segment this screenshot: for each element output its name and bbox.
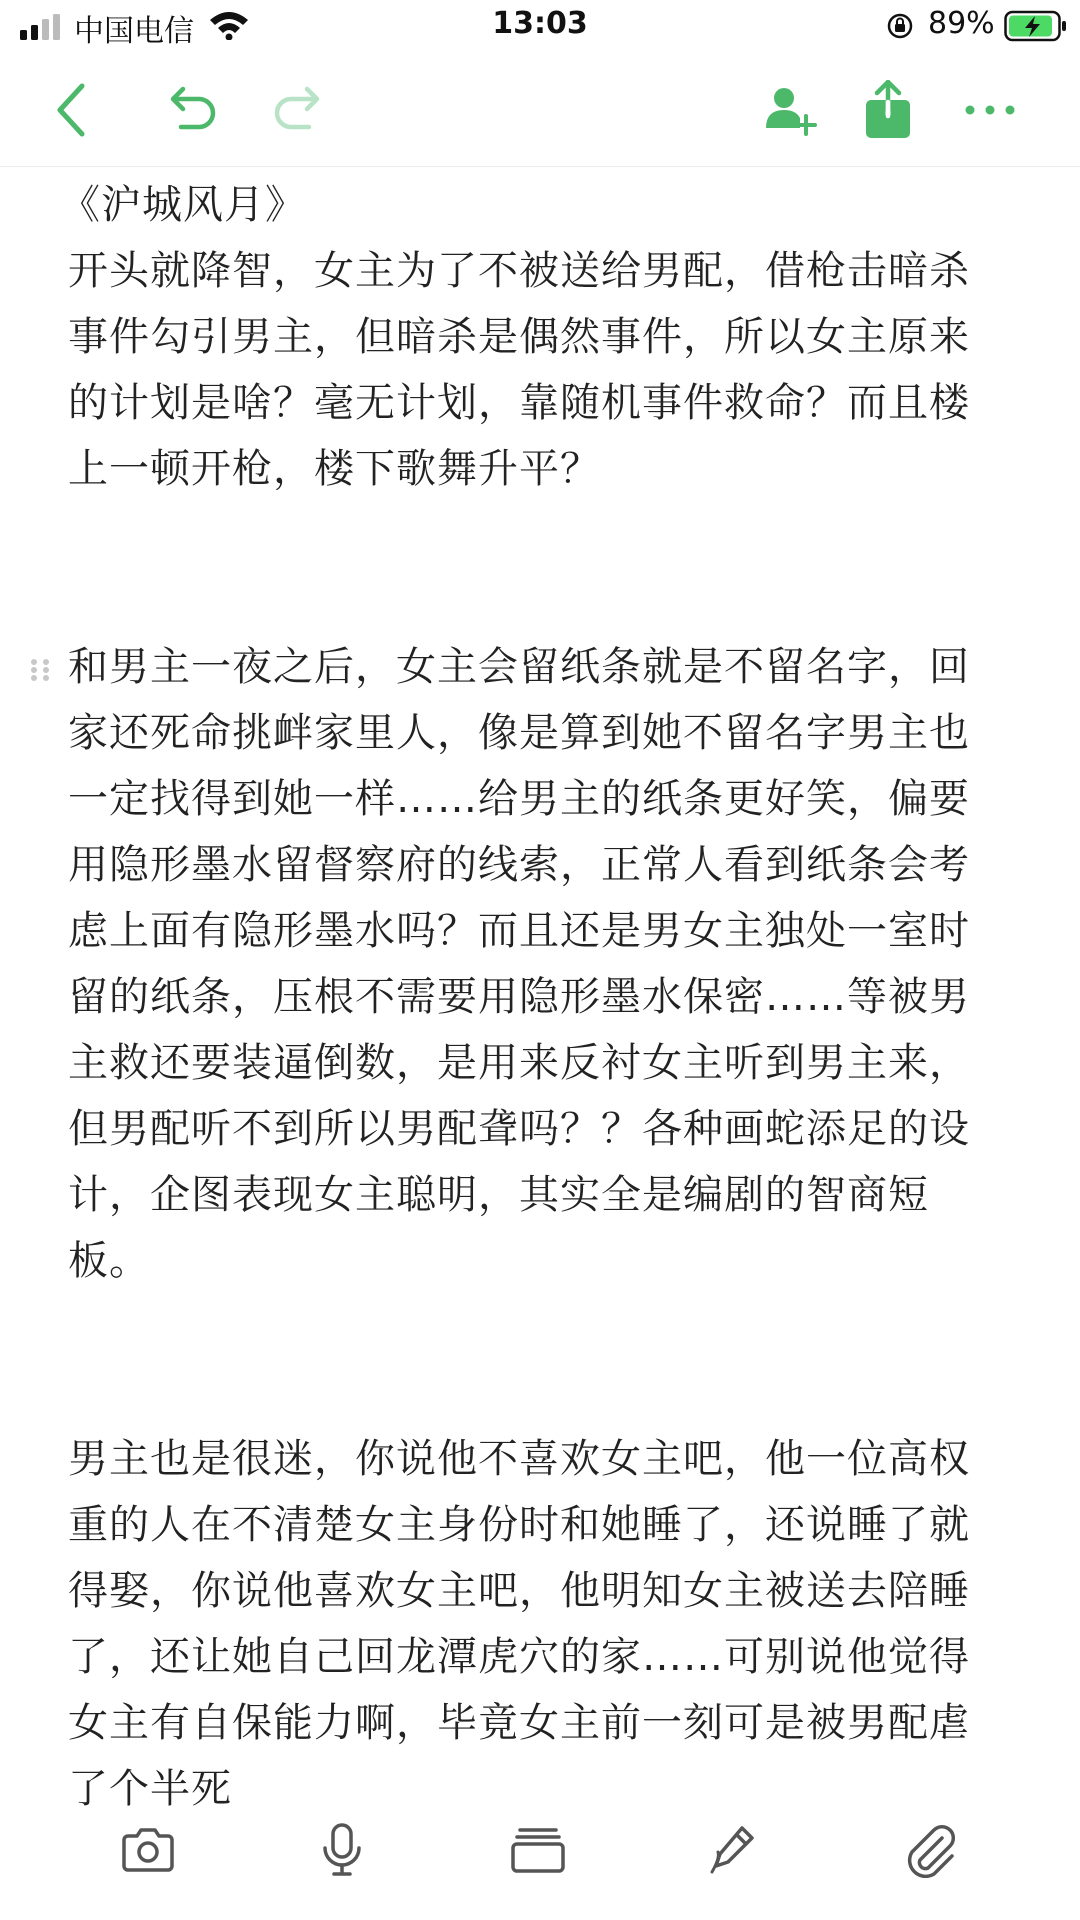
undo-button[interactable] <box>162 78 226 142</box>
note-paragraph[interactable]: 开头就降智，女主为了不被送给男配，借枪击暗杀事件勾引男主，但暗杀是偶然事件，所以女主原来的计划是啥？毫无计划，靠随机事件救命？而且楼上一顿开枪，楼下歌舞升平？ <box>68 248 970 492</box>
note-paragraph[interactable] <box>68 634 1008 1294</box>
bottom-toolbar <box>0 1800 1080 1920</box>
more-button[interactable] <box>958 78 1022 142</box>
status-bar <box>0 0 1080 56</box>
handwriting-button[interactable] <box>698 1814 770 1886</box>
handwriting-icon <box>708 1822 760 1878</box>
top-toolbar <box>0 58 1080 167</box>
undo-icon <box>167 83 221 137</box>
note-paragraph[interactable]: 男主也是很迷，你说他不喜欢女主吧，他一位高权重的人在不清楚女主身份时和她睡了，还说睡了就得娶，你说他喜欢女主吧，他明知女主被送去陪睡了，还让她自己回龙潭虎穴的家……可别说他觉得女主有自保能力啊，毕竟女主前一刻可是被男配虐了个半死 <box>68 1436 970 1812</box>
note-editor[interactable] <box>60 172 1008 1822</box>
carrier-name: 中国电信 <box>74 14 194 49</box>
empty-line <box>68 502 1008 634</box>
add-collaborator-button[interactable] <box>758 78 822 142</box>
paragraph-text[interactable]: 和男主一夜之后，女主会留纸条就是不留名字，回家还死命挑衅家里人，像是算到她不留名字男主也一定找得到她一样……给男主的纸条更好笑，偏要用隐形墨水留督察府的线索，正常人看到纸条会考虑上面有隐形墨水吗？而且还是男女主独处一室时留的纸条，压根不需要用隐形墨水保密……等被男主救还要装逼倒数，是用来反衬女主听到男主来，但男配听不到所以男配聋吗？？各种画蛇添足的设计，企图表现女主聪明，其实全是编剧的智商短板。 <box>68 644 970 1284</box>
add-collaborator-icon <box>762 82 818 138</box>
share-button[interactable] <box>856 78 920 142</box>
share-icon <box>862 80 914 140</box>
rotation-lock-icon <box>886 12 914 40</box>
back-button[interactable] <box>40 78 104 142</box>
drag-handle-icon[interactable] <box>28 656 52 684</box>
template-button[interactable] <box>502 1814 574 1886</box>
voice-input-button[interactable] <box>306 1814 378 1886</box>
empty-line <box>68 1294 1008 1426</box>
template-icon <box>510 1826 566 1874</box>
camera-button[interactable] <box>112 1814 184 1886</box>
attachment-button[interactable] <box>894 1814 966 1886</box>
battery-percent: 89% <box>928 6 995 41</box>
back-icon <box>52 82 92 138</box>
more-icon <box>964 104 1016 116</box>
attachment-icon <box>902 1822 958 1878</box>
clock: 13:03 <box>492 6 588 41</box>
battery-charging-icon <box>1004 10 1068 42</box>
microphone-icon <box>320 1822 364 1878</box>
camera-icon <box>120 1826 176 1874</box>
redo-button[interactable] <box>264 78 328 142</box>
note-title[interactable]: 《沪城风月》 <box>60 182 306 228</box>
redo-icon <box>269 83 323 137</box>
